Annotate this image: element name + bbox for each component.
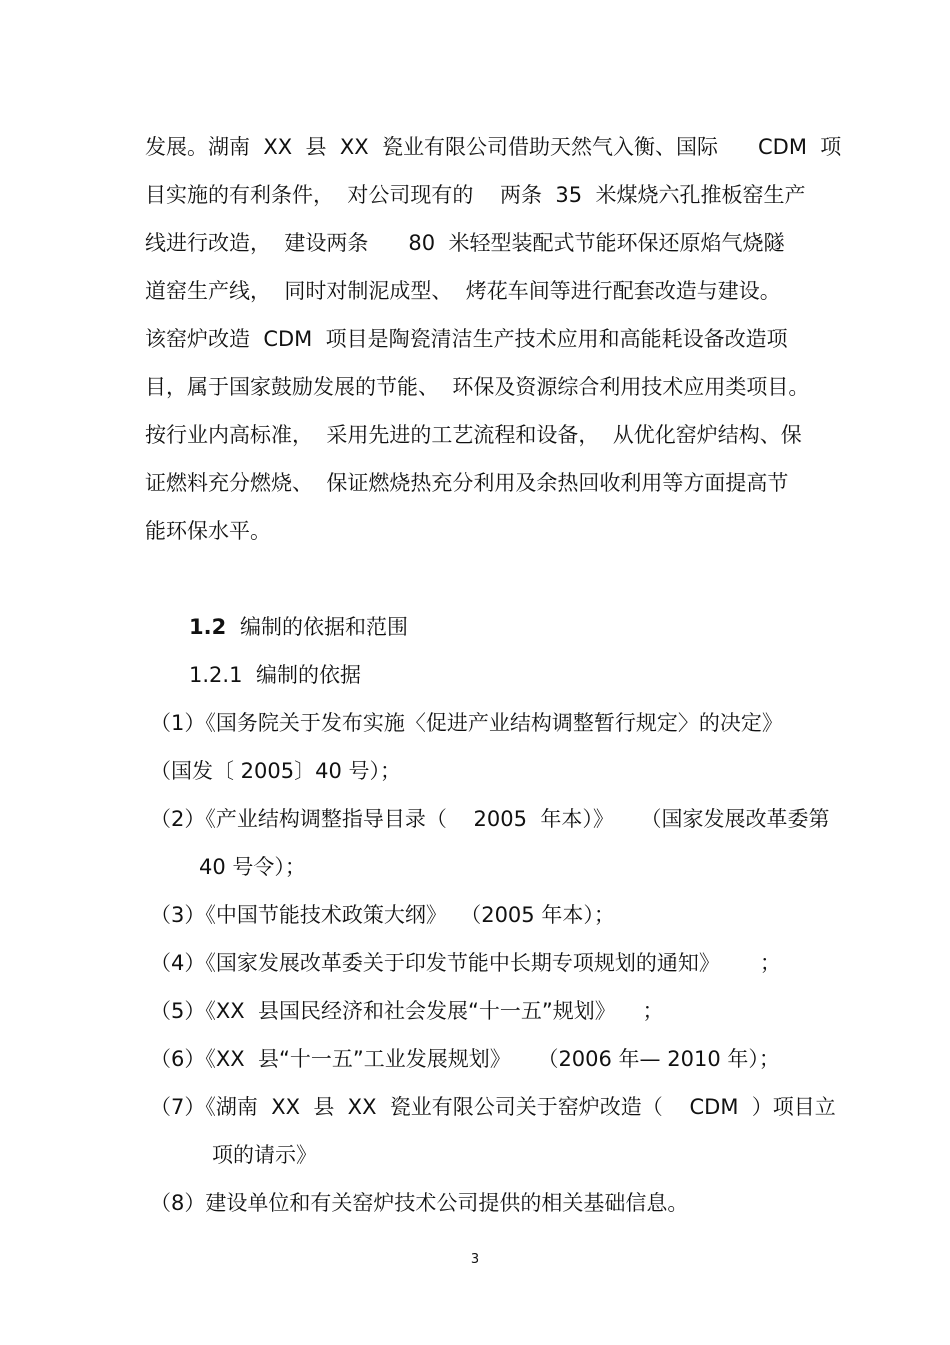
section-number: 1.2 xyxy=(189,615,227,639)
paragraph-line: 按行业内高标准， 采用先进的工艺流程和设备， 从优化窑炉结构、保 xyxy=(145,423,802,447)
paragraph-line: 该窑炉改造 CDM 项目是陶瓷清洁生产技术应用和高能耗设备改造项 xyxy=(145,327,788,351)
subsection-title: 编制的依据 xyxy=(256,663,361,687)
reference-item-continuation: 40 号令）； xyxy=(199,855,306,879)
paragraph-line: 道窑生产线， 同时对制泥成型、 烤花车间等进行配套改造与建设。 xyxy=(145,279,781,303)
reference-item: （3）《中国节能技术政策大纲》 （2005 年本）； xyxy=(150,903,615,927)
paragraph-line: 线进行改造， 建设两条 80 米轻型装配式节能环保还原焰气烧隧 xyxy=(145,231,785,255)
reference-item: （7）《湖南 XX 县 XX 瓷业有限公司关于窑炉改造（ CDM ）项目立 xyxy=(150,1095,836,1119)
paragraph-line: 能环保水平。 xyxy=(145,519,271,543)
reference-item: （2）《产业结构调整指导目录（ 2005 年本）》 （国家发展改革委第 xyxy=(150,807,830,831)
reference-item: （6）《XX 县“十一五”工业发展规划》 （2006 年— 2010 年）； xyxy=(150,1047,780,1071)
paragraph-line: 目，属于国家鼓励发展的节能、 环保及资源综合利用技术应用类项目。 xyxy=(145,375,810,399)
reference-item: （4）《国家发展改革委关于印发节能中长期专项规划的通知》 ； xyxy=(150,951,781,975)
paragraph-line: 证燃料充分燃烧、 保证燃烧热充分利用及余热回收利用等方面提高节 xyxy=(145,471,789,495)
reference-item: （8）建设单位和有关窑炉技术公司提供的相关基础信息。 xyxy=(150,1191,689,1215)
reference-item-continuation: （国发〔 2005〕40 号）； xyxy=(150,759,402,783)
reference-item-continuation: 项的请示》 xyxy=(212,1143,317,1167)
subsection-number: 1.2.1 xyxy=(189,663,243,687)
page-number: 3 xyxy=(470,1252,480,1267)
section-title: 编制的依据和范围 xyxy=(240,615,408,639)
paragraph-line: 目实施的有利条件， 对公司现有的 两条 35 米煤烧六孔推板窑生产 xyxy=(145,183,806,207)
reference-item: （1）《国务院关于发布实施〈促进产业结构调整暂行规定〉的决定》 xyxy=(150,711,783,735)
reference-item: （5）《XX 县国民经济和社会发展“十一五”规划》 ； xyxy=(150,999,664,1023)
paragraph-line: 发展。湖南 XX 县 XX 瓷业有限公司借助天然气入衡、国际 CDM 项 xyxy=(145,135,842,159)
